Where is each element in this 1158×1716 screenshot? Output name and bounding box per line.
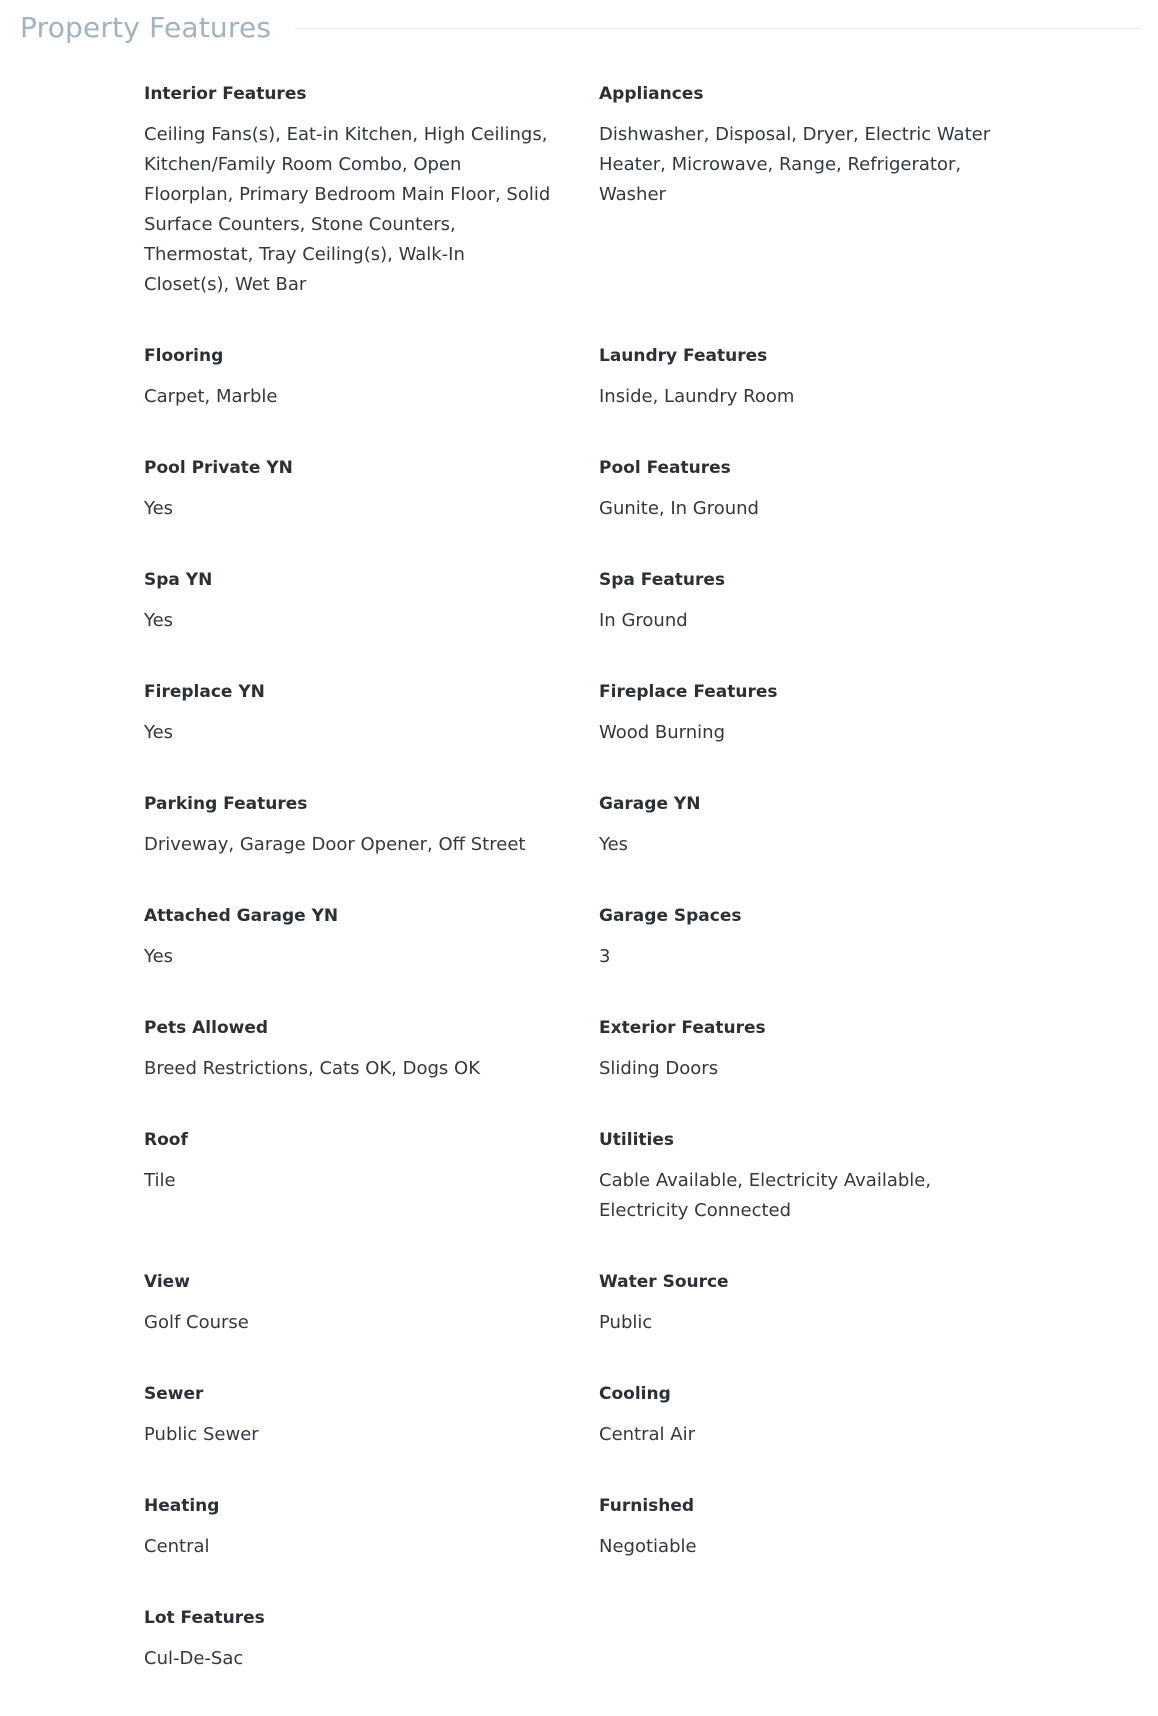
feature-value: Negotiable [599, 1536, 697, 1557]
feature-label: Cooling [599, 1384, 671, 1404]
feature-value: Driveway, Garage Door Opener, Off Street [144, 834, 526, 855]
feature-label: Spa YN [144, 570, 213, 590]
feature-value: 3 [599, 946, 611, 967]
feature-value: Cable Available, Electricity Available, Electricity Connected [599, 1170, 932, 1221]
feature-value: Yes [144, 498, 174, 519]
feature-attached-garage-yn [144, 902, 599, 1014]
feature-label: Pets Allowed [144, 1018, 269, 1038]
feature-roof [144, 1126, 599, 1268]
feature-label: Pool Private YN [144, 458, 293, 478]
feature-label: Spa Features [599, 570, 725, 590]
feature-appliances [599, 80, 1024, 342]
feature-value: Ceiling Fans(s), Eat-in Kitchen, High Ceilings, Kitchen/Family Room Combo, Open Floorplan, Primary Bedroom Main Floor, Solid Surface Counters, Stone Counters, Thermostat, Tray Ceiling(s), Walk-In Closet(s), Wet Bar [144, 124, 551, 295]
feature-label: Flooring [144, 346, 224, 366]
feature-furnished [599, 1492, 1024, 1604]
feature-label: Heating [144, 1496, 220, 1516]
feature-pool-private-yn [144, 454, 599, 566]
feature-value: In Ground [599, 610, 688, 631]
feature-value: Yes [599, 834, 629, 855]
feature-value: Sliding Doors [599, 1058, 719, 1079]
feature-flooring [144, 342, 599, 454]
feature-label: Roof [144, 1130, 188, 1150]
feature-value: Yes [144, 722, 174, 743]
feature-value: Breed Restrictions, Cats OK, Dogs OK [144, 1058, 480, 1079]
feature-value: Gunite, In Ground [599, 498, 759, 519]
feature-value: Central [144, 1536, 210, 1557]
feature-lot-features [144, 1604, 599, 1716]
feature-value: Inside, Laundry Room [599, 386, 795, 407]
feature-label: Exterior Features [599, 1018, 766, 1038]
feature-utilities [599, 1126, 1024, 1268]
feature-label: Fireplace Features [599, 682, 778, 702]
feature-value: Dishwasher, Disposal, Dryer, Electric Water Heater, Microwave, Range, Refrigerator, Washer [599, 124, 991, 205]
feature-spa-features [599, 566, 1024, 678]
section-title: Property Features [20, 11, 272, 44]
feature-label: View [144, 1272, 190, 1292]
feature-label: Furnished [599, 1496, 695, 1516]
feature-value: Central Air [599, 1424, 695, 1445]
feature-spa-yn [144, 566, 599, 678]
feature-sewer [144, 1380, 599, 1492]
feature-value: Yes [144, 946, 174, 967]
features-grid [144, 80, 1024, 1716]
feature-label: Garage Spaces [599, 906, 742, 926]
feature-value: Yes [144, 610, 174, 631]
feature-exterior-features [599, 1014, 1024, 1126]
feature-laundry-features [599, 342, 1024, 454]
feature-label: Garage YN [599, 794, 701, 814]
feature-value: Public [599, 1312, 653, 1333]
feature-garage-spaces [599, 902, 1024, 1014]
feature-pets-allowed [144, 1014, 599, 1126]
feature-label: Fireplace YN [144, 682, 265, 702]
feature-value: Wood Burning [599, 722, 725, 743]
feature-value: Golf Course [144, 1312, 249, 1333]
header-divider [295, 28, 1140, 29]
feature-fireplace-yn [144, 678, 599, 790]
section-header [20, 8, 1140, 48]
feature-label: Parking Features [144, 794, 308, 814]
feature-label: Sewer [144, 1384, 204, 1404]
feature-label: Pool Features [599, 458, 731, 478]
feature-label: Appliances [599, 84, 704, 104]
feature-label: Interior Features [144, 84, 307, 104]
feature-fireplace-features [599, 678, 1024, 790]
feature-label: Attached Garage YN [144, 906, 339, 926]
feature-pool-features [599, 454, 1024, 566]
feature-interior-features [144, 80, 599, 342]
feature-garage-yn [599, 790, 1024, 902]
feature-parking-features [144, 790, 599, 902]
feature-value: Carpet, Marble [144, 386, 278, 407]
feature-value: Public Sewer [144, 1424, 259, 1445]
feature-value: Cul-De-Sac [144, 1648, 244, 1669]
feature-value: Tile [144, 1170, 176, 1191]
feature-label: Lot Features [144, 1608, 265, 1628]
feature-label: Utilities [599, 1130, 675, 1150]
feature-water-source [599, 1268, 1024, 1380]
feature-label: Water Source [599, 1272, 729, 1292]
feature-heating [144, 1492, 599, 1604]
feature-view [144, 1268, 599, 1380]
feature-cooling [599, 1380, 1024, 1492]
feature-label: Laundry Features [599, 346, 768, 366]
